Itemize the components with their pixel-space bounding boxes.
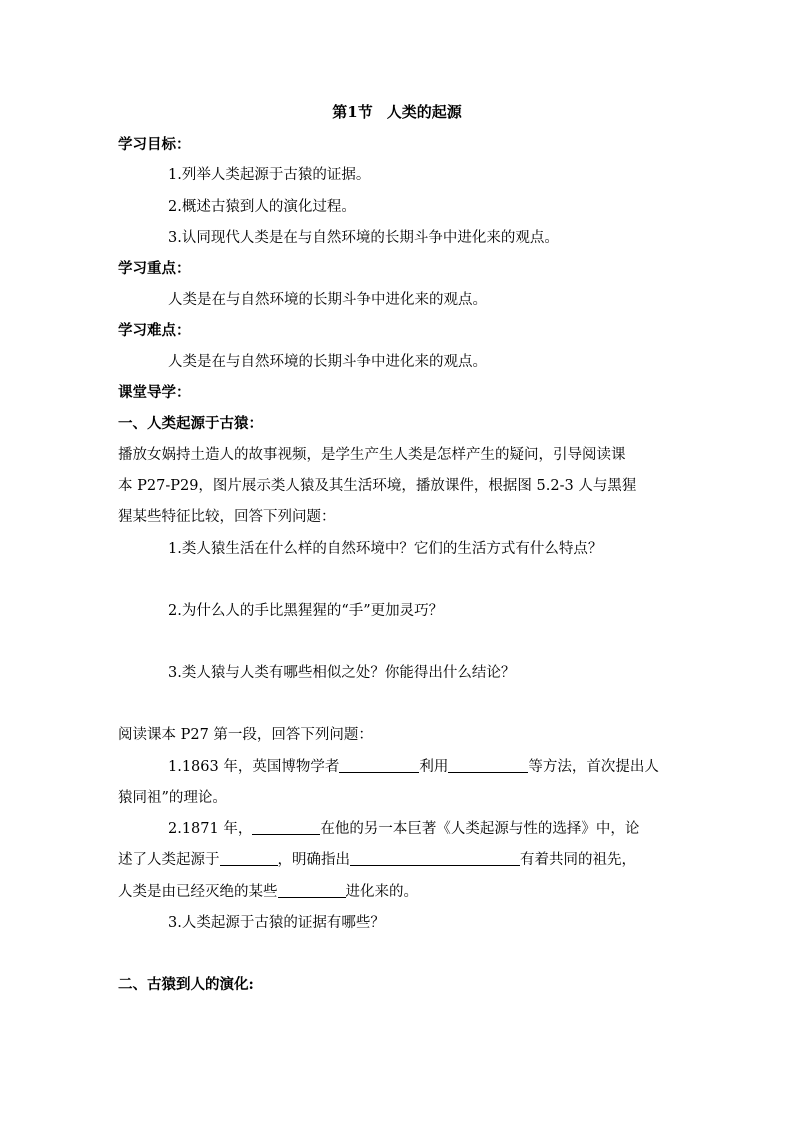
fill-question-2-line2 (118, 850, 678, 870)
fill2-text-e: 有着共同的祖先， (520, 852, 636, 868)
fill-blank[interactable] (278, 883, 346, 898)
fill2-text-g: 进化来的。 (345, 884, 418, 900)
question-item: 2.为什么人的手比黑猩猩的“手”更加灵巧？ (168, 603, 444, 619)
key-points-text: 人类是在与自然环境的长期斗争中进化来的观点。 (168, 292, 487, 308)
question-item: 1.类人猿生活在什么样的自然环境中？它们的生活方式有什么特点？ (168, 541, 603, 557)
difficulties-heading: 学习难点： (118, 322, 191, 339)
fill2-text-c: 述了人类起源于 (118, 852, 220, 868)
fill1-text-b: 利用 (419, 759, 449, 775)
section-number: 第1节 (332, 103, 373, 121)
fill2-text-f: 人类是由已经灭绝的某些 (118, 884, 278, 900)
question-item: 3.人类起源于古猿的证据有哪些？ (168, 915, 385, 931)
fill2-text-d: ，明确指出 (277, 852, 350, 868)
fill-blank[interactable] (252, 820, 320, 835)
objectives-heading: 学习目标： (118, 136, 191, 153)
page-title (0, 102, 794, 122)
fill-blank[interactable] (350, 851, 520, 866)
part1-intro-line: 本 P27-P29，图片展示类人猿及其生活环境，播放课件，根据图 5.2-3 人与黑猩 (118, 478, 637, 494)
part1-intro-line: 播放女娲持土造人的故事视频，是学生产生人类是怎样产生的疑问，引导阅读课 (118, 447, 626, 463)
key-points-heading: 学习重点： (118, 260, 191, 277)
reading-prompt: 阅读课本 P27 第一段，回答下列问题： (118, 727, 373, 743)
fill2-text-b: 在他的另一本巨著《人类起源与性的选择》中，论 (320, 821, 640, 837)
objective-item: 1.列举人类起源于古猿的证据。 (168, 167, 371, 183)
objective-item: 3.认同现代人类是在与自然环境的长期斗争中进化来的观点。 (168, 230, 559, 246)
fill-question-1-line1 (168, 757, 678, 777)
question-item: 3.类人猿与人类有哪些相似之处？你能得出什么结论？ (168, 665, 516, 681)
guide-heading: 课堂导学： (118, 384, 191, 401)
fill1-text-c: 等方法，首次提出人 (528, 759, 659, 775)
fill-blank[interactable] (339, 758, 419, 773)
section-name: 人类的起源 (386, 103, 462, 121)
fill1-text-a: 1.1863 年，英国博物学者 (168, 759, 340, 775)
difficulties-text: 人类是在与自然环境的长期斗争中进化来的观点。 (168, 354, 487, 370)
part1-intro-line: 猩某些特征比较，回答下列问题： (118, 509, 336, 525)
fill-blank[interactable] (220, 851, 278, 866)
fill-blank[interactable] (448, 758, 528, 773)
part1-heading: 一、人类起源于古猿： (118, 415, 263, 432)
part2-heading: 二、古猿到人的演化: (118, 976, 254, 993)
fill-question-1-line2: 猿同祖”的理论。 (118, 790, 227, 806)
fill2-text-a: 2.1871 年， (168, 821, 253, 837)
fill-question-2-line1 (168, 819, 678, 839)
fill-question-2-line3 (118, 882, 678, 902)
objective-item: 2.概述古猿到人的演化过程。 (168, 199, 356, 215)
